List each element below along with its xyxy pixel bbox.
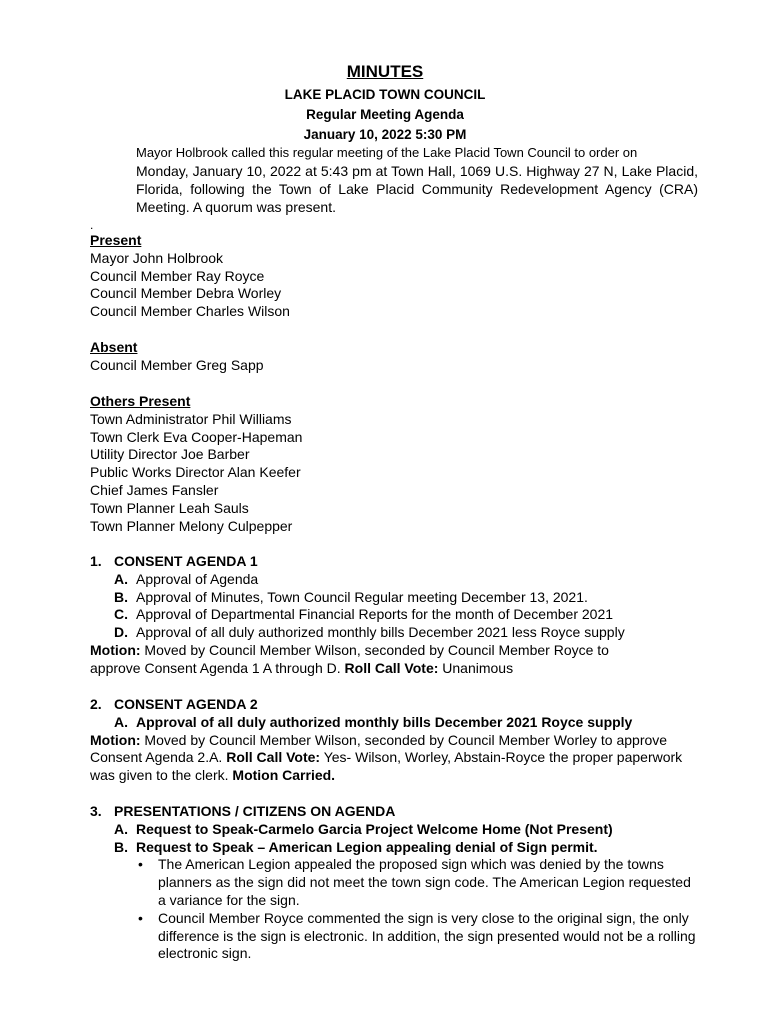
agenda-item (90, 571, 700, 589)
item-text: Approval of Agenda (136, 570, 259, 587)
agenda-item (90, 624, 700, 642)
absent-section (90, 339, 690, 375)
staff-member: Chief James Fansler (90, 481, 219, 498)
intro-line-1: Mayor Holbrook called this regular meeting of the Lake Placid Town Council to order on (136, 145, 638, 160)
item-letter: A. (114, 713, 128, 730)
item-letter: A. (114, 570, 128, 587)
present-heading: Present (90, 232, 142, 248)
bullet-item (90, 856, 700, 909)
staff-member: Town Planner Leah Sauls (90, 499, 249, 516)
item-text: Request to Speak-Carmelo Garcia Project Welcome Home (Not Present) (136, 820, 613, 837)
meeting-type: Regular Meeting Agenda (306, 107, 464, 122)
item-text: Approval of all duly authorized monthly bills December 2021 Royce supply (136, 713, 633, 730)
others-section (90, 393, 690, 535)
agenda-item (90, 839, 700, 857)
motion-paragraph (90, 732, 690, 785)
section-title: CONSENT AGENDA 2 (114, 696, 258, 712)
section-consent-agenda-1 (90, 553, 700, 678)
section-heading (90, 553, 700, 571)
staff-member: Town Clerk Eva Cooper-Hapeman (90, 428, 303, 445)
vote-label: Roll Call Vote: (226, 749, 321, 766)
section-presentations (90, 803, 700, 963)
section-number: 1. (90, 553, 102, 569)
bullet-item (90, 910, 700, 963)
section-number: 2. (90, 696, 102, 712)
intro-rest: Monday, January 10, 2022 at 5:43 pm at Town Hall, 1069 U.S. Highway 27 N, Lake Placid, Florida, following the Town of Lake Placid Community Redevelopment Agency (CRA) Meeting. A quorum was present. (136, 163, 698, 215)
item-text: Approval of Minutes, Town Council Regular meeting December 13, 2021. (136, 588, 588, 605)
org-name: LAKE PLACID TOWN COUNCIL (284, 87, 486, 102)
item-letter: C. (114, 606, 128, 623)
item-letter: D. (114, 624, 128, 641)
motion-result: Motion Carried. (232, 767, 336, 784)
staff-member: Town Planner Melony Culpepper (90, 517, 293, 534)
motion-label: Motion: (90, 641, 141, 658)
section-number: 3. (90, 803, 102, 819)
absentee: Council Member Greg Sapp (90, 356, 264, 373)
staff-member: Town Administrator Phil Williams (90, 410, 292, 427)
doc-title: MINUTES (346, 62, 424, 81)
section-title: PRESENTATIONS / CITIZENS ON AGENDA (114, 803, 396, 819)
item-text: Approval of Departmental Financial Reports for the month of December 2021 (136, 606, 614, 623)
present-section (90, 232, 690, 321)
section-title: CONSENT AGENDA 1 (114, 553, 258, 569)
staff-member: Public Works Director Alan Keefer (90, 464, 301, 481)
section-heading (90, 696, 700, 714)
bullet-text: Council Member Royce commented the sign is very close to the original sign, the only difference is the sign is electronic. In addition, the sign presented would not be a rolling electronic sign. (158, 909, 696, 962)
item-letter: B. (114, 838, 128, 855)
meeting-date: January 10, 2022 5:30 PM (303, 127, 467, 142)
item-letter: A. (114, 820, 128, 837)
agenda-item (90, 589, 700, 607)
vote-text: Yes- Wilson, Worley, Abstain-Royce the proper paperwork was given to the clerk. (90, 749, 683, 784)
motion-text: Moved by Council Member Wilson, seconded by Council Member Worley to approve Consent Agenda 2.A. (90, 731, 668, 766)
vote-text: Unanimous (438, 659, 514, 676)
agenda-item (90, 714, 700, 732)
item-text: Approval of all duly authorized monthly bills December 2021 less Royce supply (136, 624, 625, 641)
bullet-text: The American Legion appealed the proposed sign which was denied by the towns planners as the sign did not meet the town sign code. The American Legion requested a variance for the sign. (158, 856, 691, 908)
attendee: Council Member Debra Worley (90, 285, 282, 302)
agenda-item (90, 821, 700, 839)
others-heading: Others Present (90, 393, 191, 409)
intro-paragraph (136, 144, 698, 216)
motion-label: Motion: (90, 731, 141, 748)
stray-dot: . (90, 218, 94, 232)
agenda-item (90, 606, 700, 624)
item-text: Request to Speak – American Legion appealing denial of Sign permit. (136, 838, 598, 855)
bullet-glyph: • (138, 909, 143, 926)
attendee: Mayor John Holbrook (90, 249, 224, 266)
staff-member: Utility Director Joe Barber (90, 446, 250, 463)
attendee: Council Member Ray Royce (90, 267, 265, 284)
absent-heading: Absent (90, 339, 138, 355)
vote-label: Roll Call Vote: (344, 659, 439, 676)
motion-text: Moved by Council Member Wilson, seconded by Council Member Royce to approve Consent Agenda 1 A through D. (90, 641, 609, 676)
bullet-glyph: • (138, 856, 143, 873)
section-heading (90, 803, 700, 821)
attendee: Council Member Charles Wilson (90, 303, 290, 320)
section-consent-agenda-2 (90, 696, 700, 785)
motion-paragraph (90, 642, 660, 678)
item-letter: B. (114, 588, 128, 605)
